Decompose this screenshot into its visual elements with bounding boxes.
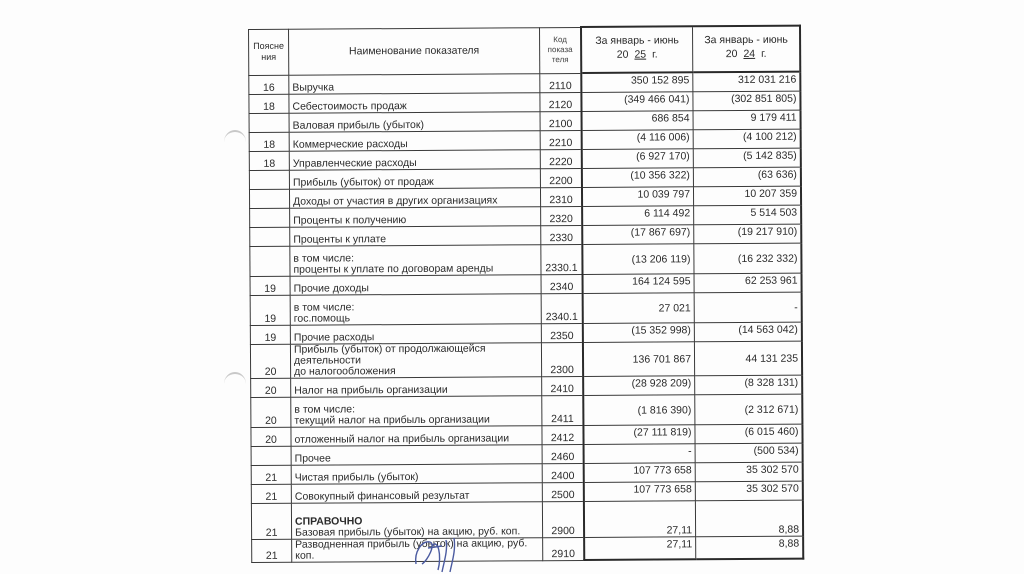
row-name <box>290 342 541 378</box>
row-value-2025: 136 701 867 <box>583 341 695 376</box>
row-name-line1: в том числе: <box>294 402 356 416</box>
period-2024-prefix: 20 <box>725 48 738 61</box>
row-code: 2220 <box>540 149 582 168</box>
row-value-2024: 8,88 <box>695 500 803 537</box>
row-value-2024: 9 179 411 <box>693 110 801 130</box>
row-code: 2900 <box>542 501 584 537</box>
row-note: 21 <box>251 484 291 503</box>
row-name: Прибыль (убыток) от продаж <box>289 168 540 189</box>
row-value-2025: (349 466 041) <box>581 91 693 111</box>
header-code-line1: Код <box>553 35 567 45</box>
row-name: Доходы от участия в других организациях <box>289 187 540 208</box>
header-notes-line1: Поясне <box>253 40 285 51</box>
row-code: 2110 <box>540 73 582 92</box>
row-value-2024: (6 015 460) <box>695 424 803 444</box>
row-note <box>249 170 289 189</box>
row-code: 2310 <box>540 187 582 206</box>
header-notes <box>249 29 289 75</box>
row-note: 20 <box>251 427 291 446</box>
row-value-2024: (500 534) <box>695 443 803 463</box>
table-row <box>250 243 802 276</box>
row-value-2024: 62 253 961 <box>694 273 802 293</box>
table-row <box>252 536 804 562</box>
row-code: 2100 <box>540 111 582 130</box>
punch-hole-mark <box>224 130 246 154</box>
period-2024-year: 24 <box>743 47 756 60</box>
reference-heading: СПРАВОЧНО <box>294 514 363 528</box>
row-note: 19 <box>250 276 290 295</box>
row-value-2024: (14 563 042) <box>694 322 802 342</box>
header-code-line3: теля <box>551 55 569 65</box>
row-name-line2: текущий налог на прибыль организации <box>294 413 490 427</box>
row-value-2024: 35 302 570 <box>695 462 803 482</box>
row-name: Управленческие расходы <box>289 149 540 170</box>
row-name-line1: в том числе: <box>293 251 355 265</box>
row-value-2025: - <box>584 443 696 463</box>
row-note: 18 <box>249 94 289 113</box>
row-note: 21 <box>251 465 291 484</box>
row-note <box>251 446 291 465</box>
period-2024-label: За январь - июнь <box>704 33 788 47</box>
row-code: 2330 <box>541 225 583 244</box>
row-name <box>291 395 542 427</box>
row-name: Проценты к уплате <box>290 225 541 246</box>
row-value-2025: (4 116 006) <box>582 129 694 149</box>
row-value-2025: (27 111 819) <box>583 424 695 444</box>
row-name: Совокупный финансовый результат <box>291 482 542 503</box>
row-note: 19 <box>250 295 290 325</box>
row-note <box>250 208 290 227</box>
row-note <box>249 113 289 132</box>
row-name: Чистая прибыль (убыток) <box>291 463 542 484</box>
row-value-2025: 107 773 658 <box>584 462 696 482</box>
row-note: 19 <box>250 325 290 344</box>
header-code-line2: показа <box>547 45 573 55</box>
table-row <box>250 341 802 378</box>
row-note: 20 <box>251 378 291 397</box>
row-code: 2320 <box>541 206 583 225</box>
row-name-line2: до налогообложения <box>294 364 396 378</box>
row-name: Разводненная прибыль (убыток) на акцию, руб. коп. <box>292 537 543 562</box>
row-name-line2: Базовая прибыль (убыток) на акцию, руб. коп. <box>295 524 521 539</box>
row-value-2024: 35 302 570 <box>695 481 803 501</box>
row-note: 18 <box>249 132 289 151</box>
row-note <box>250 246 290 276</box>
row-value-2025: 107 773 658 <box>584 481 696 501</box>
row-value-2024: (16 232 332) <box>694 243 802 274</box>
row-code: 2330.1 <box>541 244 583 274</box>
row-value-2025: (10 356 322) <box>582 167 694 187</box>
row-code: 2340 <box>541 274 583 293</box>
row-value-2024: (8 328 131) <box>695 375 803 395</box>
row-value-2025: 27,11 <box>584 536 696 560</box>
row-value-2025: 164 124 595 <box>583 273 695 293</box>
row-value-2024: (302 851 805) <box>693 91 801 111</box>
row-value-2025: (17 867 697) <box>582 224 694 244</box>
row-code: 2400 <box>542 463 584 482</box>
row-name: Проценты к получению <box>290 206 541 227</box>
income-statement-table <box>248 25 804 563</box>
period-2025-prefix: 20 <box>616 48 629 61</box>
row-value-2025: (13 206 119) <box>582 243 694 274</box>
row-name: Прочие расходы <box>290 323 541 344</box>
header-period-2024 <box>692 26 800 73</box>
table-row <box>251 394 803 427</box>
row-value-2024: (2 312 671) <box>695 394 803 425</box>
row-code: 2410 <box>542 376 584 395</box>
period-2025-label: За январь - июнь <box>595 34 679 47</box>
row-code: 2350 <box>541 323 583 342</box>
row-name: Налог на прибыль организации <box>291 376 542 397</box>
row-code: 2412 <box>542 425 584 444</box>
table-header-row <box>249 26 801 75</box>
row-value-2024: - <box>694 292 802 323</box>
row-value-2024: 10 207 359 <box>693 186 801 206</box>
row-value-2025: (28 928 209) <box>583 375 695 395</box>
row-value-2024: (19 217 910) <box>694 224 802 244</box>
row-note <box>250 227 290 246</box>
row-code: 2910 <box>543 537 585 560</box>
row-code: 2411 <box>542 395 584 425</box>
row-value-2025: 6 114 492 <box>582 205 694 225</box>
table-row <box>251 500 803 539</box>
table-row <box>250 292 802 325</box>
row-name: Коммерческие расходы <box>289 130 540 151</box>
row-value-2024: (4 100 212) <box>693 129 801 149</box>
row-code: 2500 <box>542 482 584 501</box>
row-name <box>290 293 541 325</box>
signature-icon <box>408 534 488 574</box>
row-name-line2: проценты к уплате по договорам аренды <box>293 262 494 276</box>
row-note: 18 <box>249 151 289 170</box>
row-value-2024: 44 131 235 <box>694 341 802 376</box>
row-value-2024: 312 031 216 <box>693 72 801 92</box>
period-2025-year: 25 <box>634 48 647 61</box>
row-name: Прочие доходы <box>290 274 541 295</box>
row-code: 2340.1 <box>541 293 583 323</box>
row-value-2024: (5 142 835) <box>693 148 801 168</box>
row-value-2024: 5 514 503 <box>694 205 802 225</box>
header-period-2025 <box>581 26 693 73</box>
row-note: 16 <box>249 75 289 94</box>
row-code: 2210 <box>540 130 582 149</box>
row-value-2025: (1 816 390) <box>583 394 695 425</box>
row-name-line2: гос.помощь <box>293 311 351 325</box>
header-indicator-name: Наименование показателя <box>289 27 540 75</box>
row-name: Прочее <box>291 444 542 465</box>
row-code: 2300 <box>541 342 583 376</box>
row-value-2024: 8,88 <box>696 536 804 560</box>
punch-hole-mark <box>224 372 246 396</box>
row-note: 20 <box>251 397 291 427</box>
row-note <box>249 189 289 208</box>
row-code: 2460 <box>542 444 584 463</box>
header-notes-line2: ния <box>261 51 277 62</box>
financial-results-table-sheet <box>248 25 804 563</box>
row-value-2025: 27,11 <box>584 500 696 537</box>
row-value-2025: 10 039 797 <box>582 186 694 206</box>
row-value-2025: (6 927 170) <box>582 148 694 168</box>
row-note: 21 <box>251 503 291 539</box>
row-value-2025: 686 854 <box>582 110 694 130</box>
row-value-2025: (15 352 998) <box>583 322 695 342</box>
row-name-line1: в том числе: <box>293 300 355 314</box>
row-name-line1: Прибыль (убыток) от продолжающейся деятельности <box>293 342 486 367</box>
row-note: 21 <box>252 539 292 562</box>
period-2024-suffix: г. <box>761 47 767 60</box>
row-value-2025: 350 152 895 <box>581 72 693 92</box>
row-code: 2200 <box>540 168 582 187</box>
row-name: отложенный налог на прибыль организации <box>291 425 542 446</box>
row-name: Себестоимость продаж <box>289 92 540 113</box>
period-2025-suffix: г. <box>652 48 658 61</box>
header-code <box>540 27 582 73</box>
row-note: 20 <box>250 344 290 378</box>
row-name: Выручка <box>289 73 540 94</box>
row-value-2024: (63 636) <box>693 167 801 187</box>
row-name <box>290 244 541 276</box>
row-name: Валовая прибыль (убыток) <box>289 111 540 132</box>
row-value-2025: 27 021 <box>583 292 695 323</box>
row-code: 2120 <box>540 92 582 111</box>
